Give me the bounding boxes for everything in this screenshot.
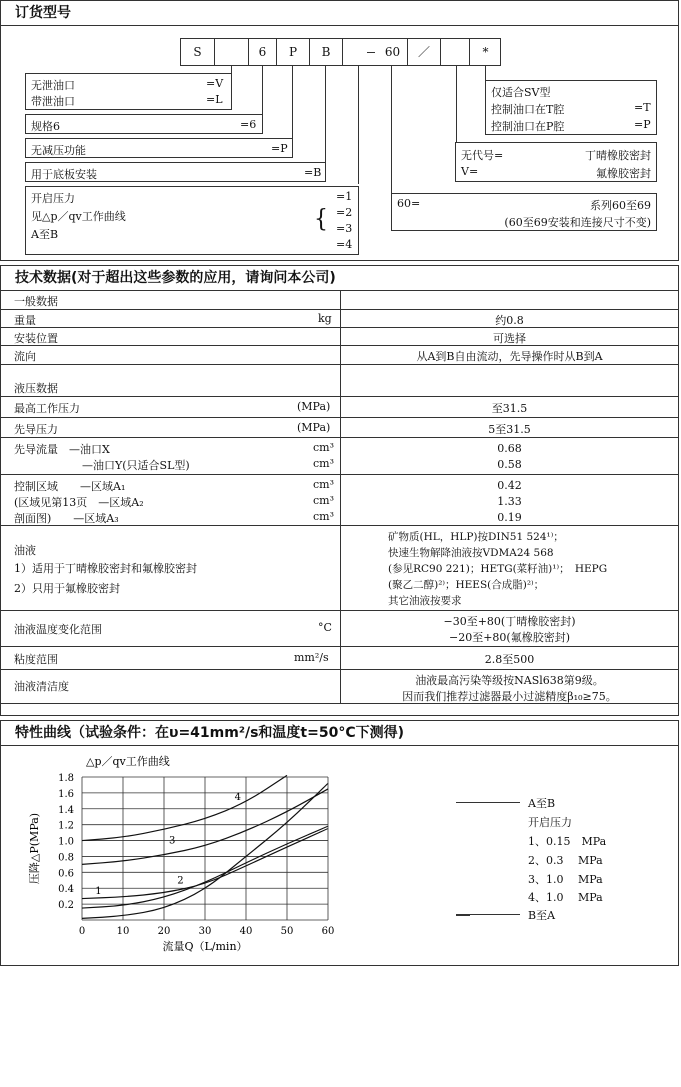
table-row — [0, 670, 679, 704]
area-a1-unit: cm³ — [313, 478, 335, 491]
x-tick-label: 60 — [321, 926, 335, 937]
size-code: =6 — [240, 118, 257, 131]
no-reduce-code: =P — [271, 142, 288, 155]
crack-code-2: =2 — [336, 206, 353, 219]
legend-crack-label: 开启压力 — [528, 816, 572, 829]
legend-line-ab — [456, 802, 520, 803]
legend-ba-label: B至A — [528, 909, 556, 922]
general-data-heading: 一般数据 — [14, 295, 58, 308]
area-a1-label: 控制区域 —区域A₁ — [14, 480, 126, 493]
pilot-pressure-unit: (MPa) — [297, 421, 331, 434]
sv-p-label: 控制油口在P腔 — [491, 120, 565, 133]
pilot-pressure-label: 先导压力 — [14, 423, 58, 436]
sv-t-code: =T — [634, 101, 651, 114]
code-cell-mount: B — [309, 38, 342, 66]
y-tick-label: 0.8 — [58, 852, 74, 864]
base-mount-box — [25, 162, 326, 182]
code-cell-pressure: P — [276, 38, 309, 66]
fluid-value-3: (参见RC90 221)；HETG(菜籽油)¹⁾； HEPG — [388, 563, 608, 575]
base-mount-label: 用于底板安装 — [31, 168, 97, 181]
table-row — [0, 611, 679, 647]
code-cell-slash: ／ — [407, 38, 440, 66]
series-note: (60至69安装和连接尺寸不变) — [504, 216, 651, 229]
seal-nbr-label: 丁晴橡胶密封 — [585, 149, 651, 162]
mount-label: 安装位置 — [14, 332, 58, 345]
cleanliness-value-1: 油液最高污染等级按NASl638第9级。 — [415, 674, 604, 687]
code-dash — [367, 52, 375, 53]
crack-code-4: =4 — [336, 238, 353, 251]
series-code: 60= — [397, 197, 421, 210]
legend-ab-label: A至B — [528, 797, 556, 810]
pilot-pressure-value: 5至31.5 — [488, 423, 531, 436]
characteristic-chart — [0, 745, 400, 965]
leak-port-box — [25, 73, 232, 110]
crack-code-3: =3 — [336, 222, 353, 235]
order-section-header: 订货型号 — [0, 0, 679, 26]
pilot-flow-x-unit: cm³ — [313, 441, 335, 454]
pilot-flow-x-label: 先导流量 —油口X — [14, 443, 110, 456]
brace-glyph: { — [314, 205, 328, 234]
weight-unit: kg — [318, 312, 332, 325]
crack-curve-ref: 见△p／qv工作曲线 — [31, 210, 126, 223]
connector — [358, 66, 359, 184]
seal-box — [455, 142, 657, 182]
mount-value: 可选择 — [493, 332, 526, 345]
table-row — [0, 346, 679, 365]
x-tick-label: 30 — [198, 926, 212, 937]
table-row — [0, 438, 679, 475]
sv-label: 仅适合SV型 — [491, 86, 551, 99]
table-row — [0, 290, 679, 310]
area-a3-value: 0.19 — [497, 511, 522, 524]
table-row — [0, 475, 679, 526]
table-row — [0, 310, 679, 328]
fluid-value-2: 快速生物解降油液按VDMA24 568 — [388, 547, 554, 559]
y-axis-label: 压降△P(MPa) — [28, 812, 41, 885]
y-tick-label: 1.2 — [58, 820, 74, 832]
area-a2-label: (区域见第13页 —区域A₂ — [14, 496, 144, 509]
connector — [325, 66, 326, 169]
no-reduce-label: 无减压功能 — [31, 144, 86, 157]
fluid-label: 油液 — [14, 544, 36, 557]
y-tick-label: 1.0 — [58, 836, 74, 848]
code-cell-seal — [440, 38, 469, 66]
max-pressure-label: 最高工作压力 — [14, 402, 80, 415]
max-pressure-value: 至31.5 — [491, 402, 528, 415]
viscosity-value: 2.8至500 — [484, 653, 535, 666]
sv-t-label: 控制油口在T腔 — [491, 103, 565, 116]
sv-p-code: =P — [634, 118, 651, 131]
curve-label-4: 4 — [234, 792, 241, 804]
max-pressure-unit: (MPa) — [297, 400, 331, 413]
connector — [391, 66, 392, 194]
y-tick-label: 0.6 — [58, 868, 74, 880]
area-a2-unit: cm³ — [313, 494, 335, 507]
chart-title: △p／qv工作曲线 — [86, 755, 170, 768]
y-tick-label: 1.8 — [58, 773, 74, 784]
x-tick-label: 20 — [157, 926, 171, 937]
curve-label-2: 2 — [177, 875, 184, 887]
temperature-nbr-value: −30至+80(丁晴橡胶密封) — [443, 615, 576, 628]
flow-direction-value: 从A到B自由流动，先导操作时从B到A — [416, 350, 603, 363]
connector — [456, 66, 457, 142]
code-cell-leak — [214, 38, 248, 66]
cleanliness-label: 油液清洁度 — [14, 680, 69, 693]
x-tick-label: 50 — [280, 926, 294, 937]
table-row — [0, 526, 679, 611]
table-row — [0, 647, 679, 670]
area-a2-value: 1.33 — [497, 495, 522, 508]
pilot-flow-x-value: 0.68 — [497, 442, 522, 455]
flow-direction-label: 流向 — [14, 350, 36, 363]
hydraulic-data-heading: 液压数据 — [14, 382, 58, 395]
connector — [292, 66, 293, 145]
fluid-value-1: 矿物质(HL，HLP)按DIN51 524¹⁾； — [388, 531, 564, 543]
temperature-unit: °C — [318, 621, 332, 634]
viscosity-label: 粘度范围 — [14, 653, 58, 666]
cleanliness-value-2: 因而我们推荐过滤器最小过滤精度β₁₀≥75。 — [402, 690, 617, 703]
legend-item-2: 2、0.3 MPa — [528, 854, 603, 867]
temperature-fkm-value: −20至+80(氟橡胶密封) — [448, 631, 570, 644]
x-axis-label: 流量Q（L/min） — [162, 940, 248, 953]
y-tick-label: 1.6 — [58, 788, 74, 800]
viscosity-unit: mm²/s — [294, 651, 329, 664]
connector — [485, 66, 486, 80]
area-a3-unit: cm³ — [313, 510, 335, 523]
legend-line-ba-mark — [456, 914, 470, 916]
x-tick-label: 0 — [78, 926, 86, 937]
legend-item-4: 4、1.0 MPa — [528, 891, 603, 904]
no-reduce-box — [25, 138, 293, 158]
crack-label: 开启压力 — [31, 192, 75, 205]
crack-code-1: =1 — [336, 190, 353, 203]
y-tick-label: 0.2 — [58, 900, 74, 912]
code-cell-series: 60 — [384, 45, 401, 59]
table-row — [0, 365, 679, 397]
legend-item-1: 1、0.15 MPa — [528, 835, 607, 848]
pilot-flow-y-unit: cm³ — [313, 457, 335, 470]
curve-label-1: 1 — [95, 885, 102, 897]
curve-section-header: 特性曲线（试验条件：在υ=41mm²/s和温度t=50°C下测得) — [0, 720, 679, 746]
weight-label: 重量 — [14, 314, 36, 327]
legend-item-3: 3、1.0 MPa — [528, 873, 603, 886]
size-label: 规格6 — [31, 120, 60, 133]
code-cell-size: 6 — [248, 38, 276, 66]
table-row — [0, 418, 679, 438]
leak-with-code: =L — [206, 93, 223, 106]
area-a3-label: 剖面图) —区域A₃ — [14, 512, 119, 525]
series-box — [391, 193, 657, 231]
y-tick-label: 1.4 — [58, 804, 74, 816]
table-row — [0, 397, 679, 418]
fluid-value-4: (聚乙二醇)²⁾；HEES(合成脂)²⁾； — [388, 579, 545, 591]
x-tick-label: 40 — [239, 926, 253, 937]
x-tick-label: 10 — [116, 926, 130, 937]
code-cell-type: S — [180, 38, 214, 66]
leak-none-label: 无泄油口 — [31, 79, 75, 92]
curve-label-3: 3 — [169, 835, 176, 847]
temperature-label: 油液温度变化范围 — [14, 623, 102, 636]
pilot-flow-y-label: —油口Y(只适合SL型) — [82, 459, 190, 472]
seal-nbr-code: 无代号= — [461, 149, 504, 162]
series-line-4 — [82, 775, 287, 840]
series-label: 系列60至69 — [590, 199, 651, 212]
leak-none-code: =V — [206, 77, 224, 90]
area-a1-value: 0.42 — [497, 479, 522, 492]
weight-value: 约0.8 — [495, 314, 524, 327]
table-row — [0, 328, 679, 346]
code-cell-extra: * — [469, 38, 501, 66]
crack-direction: A至B — [31, 228, 59, 241]
size-box — [25, 114, 263, 134]
seal-fkm-code: V= — [461, 165, 479, 178]
seal-fkm-label: 氟橡胶密封 — [596, 167, 651, 180]
leak-with-label: 带泄油口 — [31, 95, 75, 108]
fluid-note-1: 1）适用于丁晴橡胶密封和氟橡胶密封 — [14, 562, 197, 575]
cracking-pressure-box — [25, 186, 359, 255]
y-tick-label: 0.4 — [58, 884, 74, 896]
base-mount-code: =B — [304, 166, 322, 179]
sv-option-box — [485, 80, 657, 135]
fluid-value-5: 其它油液按要求 — [388, 595, 462, 607]
connector — [262, 66, 263, 121]
pilot-flow-y-value: 0.58 — [497, 458, 522, 471]
tech-section-header: 技术数据(对于超出这些参数的应用，请询问本公司) — [0, 265, 679, 291]
fluid-note-2: 2）只用于氟橡胶密封 — [14, 582, 120, 595]
